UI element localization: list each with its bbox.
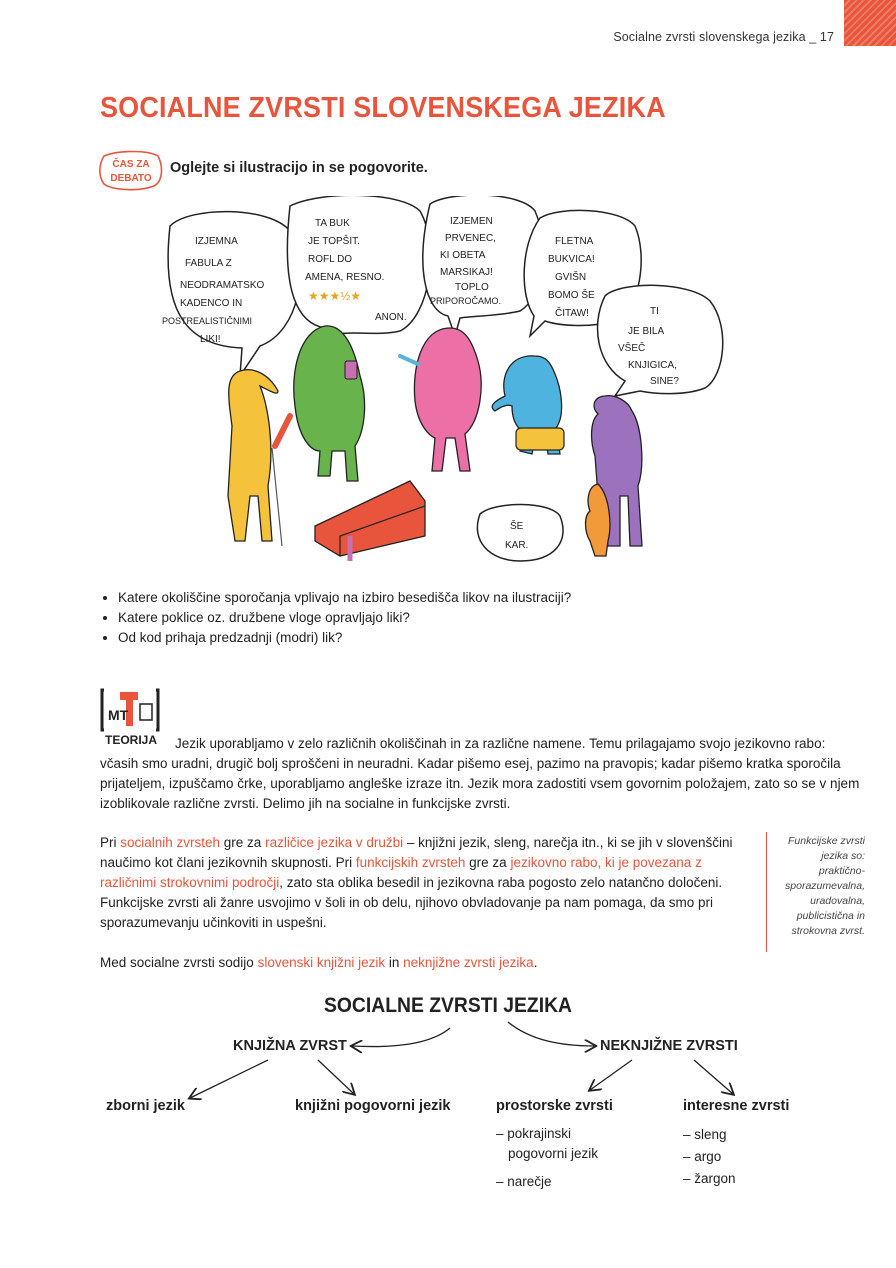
text-run: in <box>385 955 404 970</box>
highlight-neknjizne-zvrsti: neknjižne zvrsti jezika <box>403 955 534 970</box>
question-item: • Od kod prihaja predzadnji (modri) lik? <box>118 628 818 648</box>
bubble3-line: PRVENEC, <box>445 233 496 244</box>
prostorske-list <box>496 1124 598 1192</box>
bubble4-line: BOMO ŠE <box>548 290 595 301</box>
node-zborni-jezik: zborni jezik <box>106 1098 185 1114</box>
bubble6-line: ŠE <box>510 521 524 532</box>
text-run: – knjižni jezik, sleng, narečja itn., ki se jih v slovenščini naučimo kot člani jezikovnih skupnosti. Pri <box>100 835 733 870</box>
list-item: – pokrajinski <box>496 1126 572 1141</box>
highlight-knjizni-jezik: slovenski knjižni jezik <box>257 955 386 970</box>
sidenote-line: strokovna zvrst. <box>791 925 865 937</box>
sidenote-line: publicistična in <box>796 910 865 922</box>
node-interesne-zvrsti: interesne zvrsti <box>683 1098 790 1114</box>
highlight-funkcijske-zvrsti: funkcijskih zvrsteh <box>355 855 466 870</box>
question-item: • Katere poklice oz. družbene vloge opravljajo liki? <box>118 608 818 628</box>
list-item: pogovorni jezik <box>508 1146 599 1161</box>
rating-stars: ★★★½★ <box>308 289 362 303</box>
bubble4-line: BUKVICA! <box>548 254 595 265</box>
node-neknjizne-zvrsti: NEKNJIŽNE ZVRSTI <box>600 1038 738 1054</box>
teorija-letters: MT <box>108 707 129 723</box>
yellow-character <box>228 370 290 546</box>
node-knjizna-zvrst: KNJIŽNA ZVRST <box>233 1038 347 1054</box>
list-item: – narečje <box>496 1174 552 1189</box>
text-run: gre za <box>465 855 511 870</box>
bubble1-line: POSTREALISTIČNIMI <box>162 316 253 326</box>
blue-character <box>492 356 564 454</box>
list-item: – žargon <box>683 1171 736 1186</box>
bubble3-line: PRIPOROČAMO. <box>430 296 502 306</box>
book <box>315 481 425 561</box>
bubble1-line: NEODRAMATSKO <box>180 280 265 291</box>
list-item: – argo <box>683 1149 722 1164</box>
pink-character <box>400 328 481 471</box>
bubble3-line: MARSIKAJ! <box>440 267 493 278</box>
sidenote-line: uradovalna, <box>810 895 865 907</box>
bubble1-line: LIKI! <box>200 334 221 345</box>
sidenote-line: praktično- <box>818 865 865 877</box>
diagram-title: SOCIALNE ZVRSTI JEZIKA <box>324 994 572 1017</box>
sidenote-line: jezika so: <box>821 850 865 862</box>
badge-line1: ČAS ZA <box>112 159 150 170</box>
illustration <box>150 196 730 570</box>
highlight-jezikovna-raba: jezikovno rabo, ki je povezana z različnimi strokovnimi področji <box>100 855 702 890</box>
question-item: • Katere okoliščine sporočanja vplivajo na izbiro besedišča likov na ilustraciji? <box>118 588 818 608</box>
text-run: gre za <box>220 835 266 850</box>
bubble2-line: JE TOPŠIT. <box>308 236 360 247</box>
bubble1-line: IZJEMNA <box>195 236 238 247</box>
question-list <box>100 588 818 648</box>
bubble6-line: KAR. <box>505 540 529 551</box>
text-run: Med socialne zvrsti sodijo <box>100 955 258 970</box>
corner-decoration <box>844 0 896 46</box>
sidenote-line: Funkcijske zvrsti <box>787 835 865 847</box>
paragraph-intro: Jezik uporabljamo v zelo različnih okoliščinah in za različne namene. Temu prilagajamo svojo jezikovno rabo: včasih smo uradni, drugič bolj sproščeni in neuradni. Kadar pišemo esej, pazimo na pravopis; kadar pišemo kratka sporočila prijateljem, izpuščamo črke, uporabljamo angleške izraze itn. Jezik mora zadostiti vsem govornim položajem, zato so se v njem izoblikovale različne zvrsti. Delimo jih na socialne in funkcijske zvrsti. <box>100 736 860 811</box>
highlight-socialne-zvrsti: socialnih zvrsteh <box>120 835 221 850</box>
highlight-razlicice-jezika: različice jezika v družbi <box>265 835 404 850</box>
bubble4-line: FLETNA <box>555 236 594 247</box>
bubble2-line: ROFL DO <box>308 254 353 265</box>
list-item: – sleng <box>683 1127 727 1142</box>
bubble5-line: SINE? <box>650 376 679 387</box>
bubble5-line: VŠEČ <box>618 343 646 354</box>
teorija-label: TEORIJA <box>104 733 158 747</box>
sidenote <box>766 832 867 952</box>
cas-za-debato-badge <box>98 148 164 192</box>
bubble1-line: KADENCO IN <box>180 298 243 309</box>
text-run: , zato sta oblika besedil in jezikovna raba pogosto zelo natančno določeni. Funkcijske zvrsti ali žanre usvojimo v šoli in ob delu, njihovo obvladovanje pa nam pomaga, da smo pri sporazumevanju učinkoviti in uspešni. <box>100 875 723 930</box>
instruction: Oglejte si ilustracijo in se pogovorite. <box>170 160 428 176</box>
bubble5-line: KNJIGICA, <box>628 360 677 371</box>
node-prostorske-zvrsti: prostorske zvrsti <box>496 1098 613 1114</box>
bubble2-line: ANON. <box>375 312 407 323</box>
bubble3-line: IZJEMEN <box>450 216 493 227</box>
bubble1-line: FABULA Z <box>185 258 232 269</box>
bubble5-line: JE BILA <box>628 326 665 337</box>
node-knjizni-pogovorni-jezik: knjižni pogovorni jezik <box>295 1098 451 1114</box>
bubble3-line: TOPLO <box>455 282 489 293</box>
bubble3-line: KI OBETA <box>440 250 486 261</box>
badge-line2: DEBATO <box>110 173 152 184</box>
bubble5-line: TI <box>650 306 659 317</box>
green-character <box>294 326 365 481</box>
interesne-list <box>683 1124 736 1190</box>
text-run: . <box>533 955 538 970</box>
bubble4-line: ČITAW! <box>555 308 589 319</box>
sidenote-line: sporazumevalna, <box>785 880 865 892</box>
bubble2-line: TA BUK <box>315 218 350 229</box>
bubble2-line: AMENA, RESNO. <box>305 272 385 283</box>
running-header: Socialne zvrsti slovenskega jezika _ 17 <box>613 30 834 44</box>
paragraph-summary <box>100 953 800 973</box>
page-title: SOCIALNE ZVRSTI SLOVENSKEGA JEZIKA <box>100 92 666 124</box>
bubble4-line: GVIŠN <box>555 272 587 283</box>
text-run: Pri <box>100 835 121 850</box>
paragraph-zvrsti <box>100 833 754 933</box>
